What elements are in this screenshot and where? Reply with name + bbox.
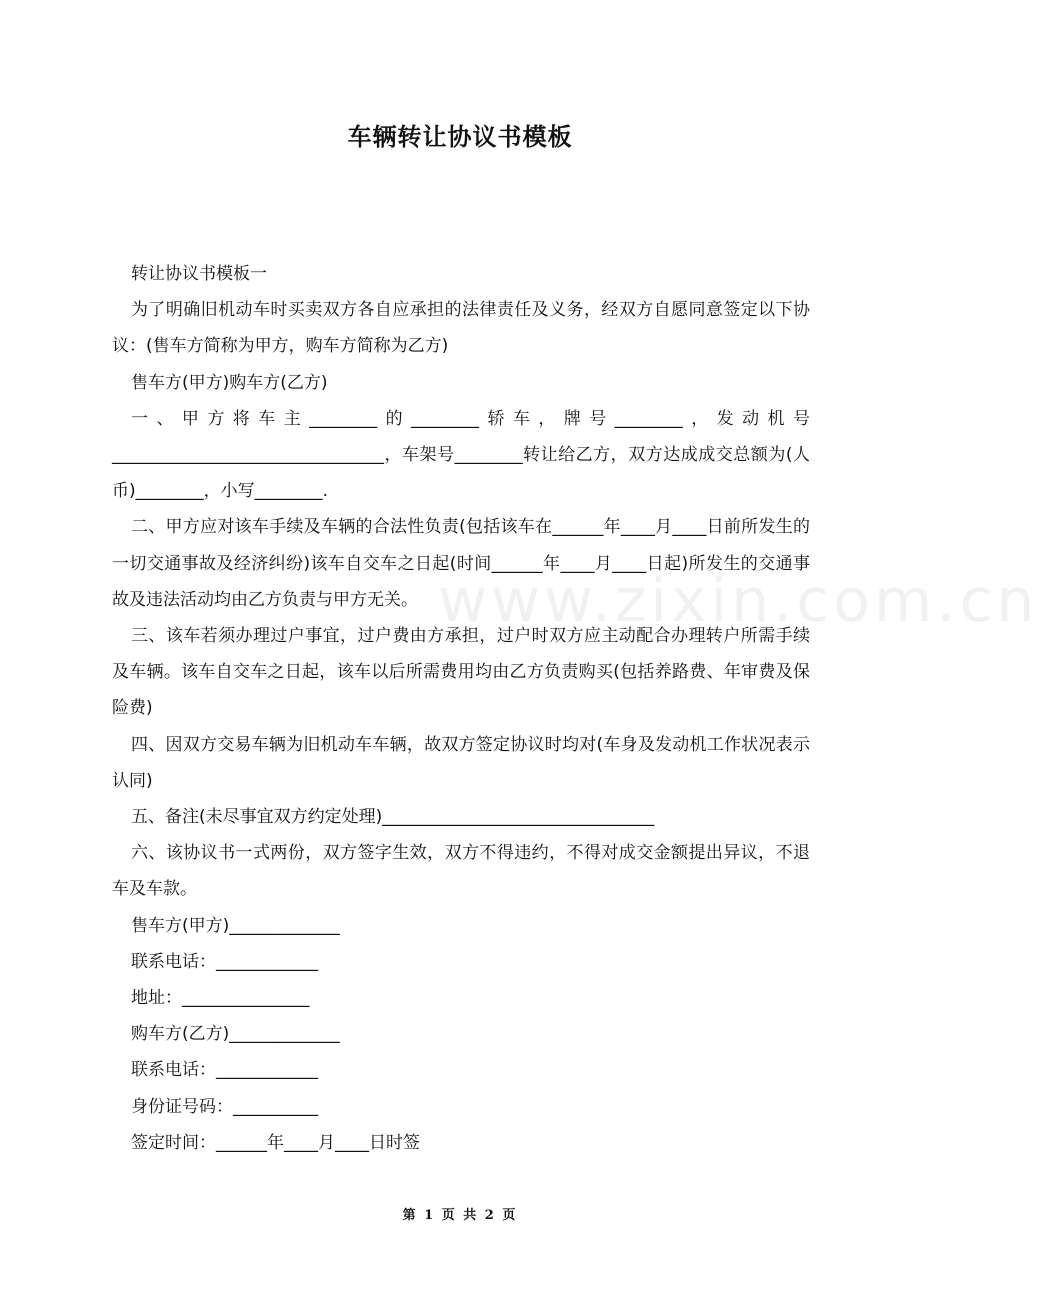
intro-paragraph: 为了明确旧机动车时买卖双方各自应承担的法律责任及义务，经双方自愿同意签定以下协议：(售车方简称为甲方，购车方简称为乙方) <box>112 300 810 357</box>
clause-6: 六、该协议书一式两份，双方签字生效，双方不得违约，不得对成交金额提出异议，不退车及车款。 <box>112 843 810 900</box>
buyer-id-line: 身份证号码：__________ <box>131 1096 318 1117</box>
clause-1: 一、甲方将车主________的________轿车，牌号________，发动机号________________________________，车架号________转让给乙方，双方达成成交总额为(人币)________，小写________. <box>112 408 810 502</box>
clause-3: 三、该车若须办理过户事宜，过户费由方承担，过户时双方应主动配合办理转户所需手续及车辆。该车自交车之日起，该车以后所需费用均由乙方负责购买(包括养路费、年审费及保险费) <box>112 626 810 719</box>
clause-2: 二、甲方应对该车手续及车辆的合法性负责(包括该车在______年____月____日前所发生的一切交通事故及经济纠纷)该车自交车之日起(时间______年____月____日起)所发生的交通事故及违法活动均由乙方负责与甲方无关。 <box>112 517 810 610</box>
signing-date-line: 签定时间：______年____月____日时签 <box>131 1132 420 1153</box>
clause-5: 五、备注(未尽事宜双方约定处理)________________________________ <box>131 807 655 828</box>
seller-phone-line: 联系电话：____________ <box>131 951 318 972</box>
section-heading: 转让协议书模板一 <box>131 264 267 284</box>
clause-4: 四、因双方交易车辆为旧机动车车辆，故双方签定协议时均对(车身及发动机工作状况表示认同) <box>112 734 810 791</box>
document-title: 车辆转让协议书模板 <box>347 123 573 151</box>
buyer-signature-line: 购车方(乙方)_____________ <box>131 1024 340 1045</box>
seller-address-line: 地址：_______________ <box>131 988 310 1009</box>
watermark: www.zixin.com.cn <box>438 566 1038 636</box>
seller-signature-line: 售车方(甲方)_____________ <box>131 915 340 936</box>
parties-line: 售车方(甲方)购车方(乙方) <box>131 372 328 393</box>
buyer-phone-line: 联系电话：____________ <box>131 1060 318 1081</box>
page-number-footer: 第 1 页 共 2 页 <box>402 1208 518 1223</box>
document-body <box>112 256 810 1161</box>
